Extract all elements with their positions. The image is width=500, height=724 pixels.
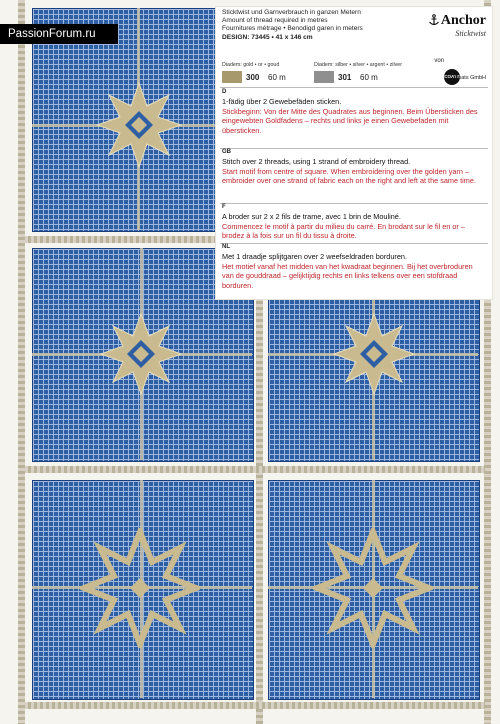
instruction-note: Het motief vanaf het midden van het kwadraat beginnen. Bij het overbroduren van de gouddraad – gelijktijdig rechts en links telkens over een stofdraad borduren. [222, 261, 473, 290]
star-outline-motif-icon [80, 528, 200, 648]
brand-name: Anchor [440, 13, 486, 28]
coats-logo: COATS [444, 69, 460, 85]
star-motif-icon [94, 80, 184, 170]
star-outline-motif-icon [313, 528, 433, 648]
header-line: Amount of thread required in metres [222, 17, 328, 25]
divider [220, 203, 488, 204]
brand-subtitle: Sticktwist [455, 29, 486, 38]
border-band-left [18, 0, 25, 724]
border-band-bottom [25, 702, 485, 709]
star-motif-icon [97, 310, 185, 398]
thread-amount-gold: 60 m [268, 73, 286, 82]
thread-label-silver: Diadem: silber • silver • argent • zilver [314, 62, 402, 68]
instruction-text [222, 157, 484, 186]
instruction-text [222, 212, 484, 241]
instruction-note: Stickbeginn: Von der Mitte des Quadrates aus beginnen. Beim Übersticken des eingewebten Goldfadens – rechts und links je einen Gewebefaden mit übersticken. [222, 106, 478, 135]
border-band-row2 [25, 466, 485, 473]
instruction-main: A broder sur 2 x 2 fils de trame, avec 1 brin de Mouliné. [222, 212, 401, 221]
anchor-icon [428, 14, 440, 26]
language-code: D [222, 89, 227, 95]
thread-label-gold: Diadem: gold • or • goud [222, 62, 280, 68]
thread-number-gold: 300 [246, 73, 260, 82]
border-band-middle [256, 298, 263, 724]
thread-swatch-silver [314, 71, 334, 83]
design-line: DESIGN: 73445 • 41 x 146 cm [222, 33, 313, 41]
instruction-main: 1-fädig über 2 Gewebefäden sticken. [222, 97, 342, 106]
brand-logo [428, 13, 486, 38]
von-label: von [434, 58, 444, 64]
instruction-panel [216, 7, 492, 299]
divider [220, 87, 488, 88]
site-watermark[interactable]: PassionForum.ru [0, 24, 118, 44]
header-line: Fournitures métrage • Benodigd garen in meters [222, 25, 363, 33]
header-block [222, 9, 422, 42]
coats-name: Coats GmbH [454, 75, 486, 81]
language-code: NL [222, 244, 230, 250]
star-motif-icon [330, 310, 418, 398]
instruction-main: Stitch over 2 threads, using 1 strand of embroidery thread. [222, 157, 411, 166]
instruction-note: Commencez le motif à partir du milieu du carré. En brodant sur le fil en or – brodez à la fois sur un fil du tissu à droite. [222, 221, 465, 241]
divider [220, 243, 488, 244]
instruction-text [222, 252, 484, 290]
thread-number-silver: 301 [338, 73, 352, 82]
instruction-text [222, 97, 484, 135]
thread-amount-silver: 60 m [360, 73, 378, 82]
language-code: GB [222, 149, 231, 155]
instruction-note: Start motif from centre of square. When embroidering over the golden yarn – embroider over one strand of fabric each on the right and left at the same time. [222, 166, 476, 186]
language-code: F [222, 204, 226, 210]
instruction-main: Met 1 draadje splijtgaren over 2 weefseldraden borduren. [222, 252, 407, 261]
header-line: Sticktwist und Garnverbrauch in ganzen Metern [222, 9, 361, 16]
thread-swatch-gold [222, 71, 242, 83]
divider [220, 148, 488, 149]
